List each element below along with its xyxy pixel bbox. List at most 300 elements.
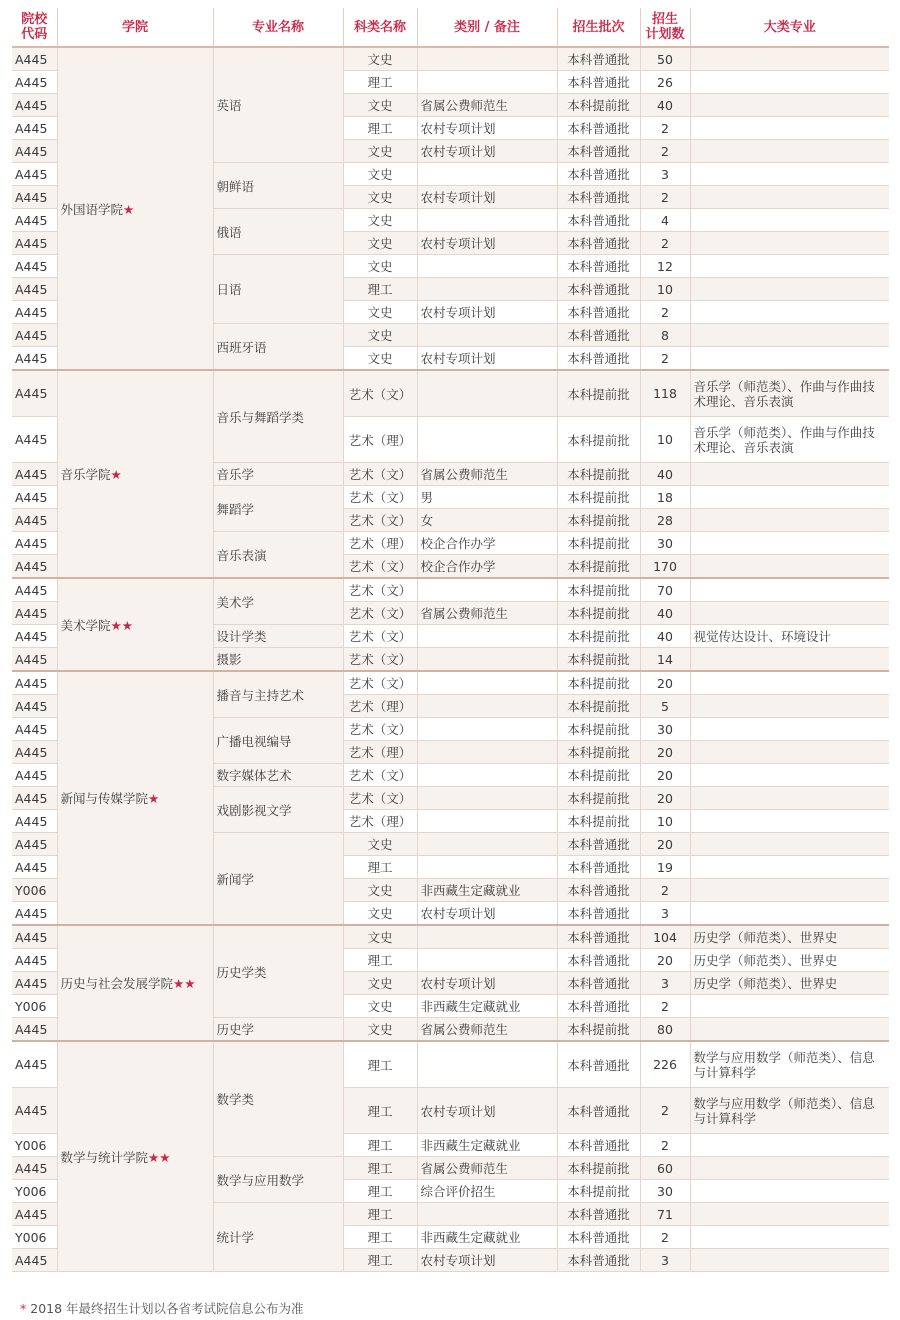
college-name: 新闻与传媒学院 [60,791,149,806]
footnote-text: 2018 年最终招生计划以各省考试院信息公布为准 [30,1301,304,1316]
note-cell: 省属公费师范生 [417,1157,557,1180]
batch-cell: 本科提前批 [557,764,640,787]
batch-cell: 本科提前批 [557,1018,640,1042]
category-major-cell [690,324,889,347]
subject-type-cell: 艺术（文） [343,486,417,509]
subject-type-cell: 理工 [343,1134,417,1157]
category-major-cell [690,648,889,672]
major-name-cell: 历史学 [213,1018,343,1042]
note-cell [417,925,557,949]
college-name: 外国语学院 [60,201,124,217]
major-name-cell: 美术学 [213,578,343,625]
batch-cell: 本科提前批 [557,578,640,602]
note-cell: 非西藏生定藏就业 [417,1226,557,1249]
header-note: 类别 / 备注 [417,8,557,47]
category-major-cell [690,232,889,255]
batch-cell: 本科普通批 [557,301,640,324]
school-code-cell: A445 [12,718,57,741]
school-code-cell: A445 [12,370,57,417]
batch-cell: 本科普通批 [557,324,640,347]
category-major-cell [690,278,889,301]
school-code-cell: A445 [12,1157,57,1180]
school-code-cell: A445 [12,117,57,140]
school-code-cell: A445 [12,278,57,301]
school-code-cell: A445 [12,902,57,926]
school-code-cell: A445 [12,463,57,486]
subject-type-cell: 文史 [343,879,417,902]
subject-type-cell: 艺术（文） [343,578,417,602]
subject-type-cell: 文史 [343,94,417,117]
plan-count-cell: 2 [640,879,690,902]
plan-count-cell: 2 [640,140,690,163]
header-batch: 招生批次 [557,8,640,47]
table-row [12,925,889,949]
school-code-cell: A445 [12,71,57,94]
major-name-cell: 俄语 [213,209,343,255]
category-major-cell [690,555,889,579]
subject-type-cell: 文史 [343,1018,417,1042]
college-name-cell [57,925,213,1041]
note-cell [417,370,557,417]
college-name-cell [57,370,213,578]
plan-count-cell: 30 [640,718,690,741]
category-major-cell [690,117,889,140]
header-major: 专业名称 [213,8,343,47]
note-cell [417,278,557,301]
plan-count-cell: 170 [640,555,690,579]
plan-count-cell: 18 [640,486,690,509]
subject-type-cell: 文史 [343,209,417,232]
major-name-cell: 广播电视编导 [213,718,343,764]
plan-count-cell: 3 [640,163,690,186]
footnote-mark: * [20,1301,27,1316]
school-code-cell: A445 [12,509,57,532]
major-name-cell: 西班牙语 [213,324,343,371]
table-row [12,1041,889,1088]
batch-cell: 本科提前批 [557,94,640,117]
note-cell [417,417,557,463]
batch-cell: 本科普通批 [557,1203,640,1226]
subject-type-cell: 艺术（文） [343,671,417,695]
batch-cell: 本科提前批 [557,1157,640,1180]
plan-count-cell: 40 [640,625,690,648]
school-code-cell: A445 [12,671,57,695]
category-major-cell [690,1180,889,1203]
school-code-cell: A445 [12,602,57,625]
plan-count-cell: 20 [640,764,690,787]
school-code-cell: A445 [12,764,57,787]
college-name: 数学与统计学院 [60,1149,149,1165]
category-major-cell [690,347,889,371]
category-major-cell [690,186,889,209]
batch-cell: 本科提前批 [557,695,640,718]
batch-cell: 本科普通批 [557,209,640,232]
subject-type-cell: 理工 [343,1249,417,1272]
subject-type-cell: 文史 [343,995,417,1018]
batch-cell: 本科提前批 [557,787,640,810]
school-code-cell: A445 [12,1203,57,1226]
plan-count-cell: 10 [640,417,690,463]
school-code-cell: A445 [12,555,57,579]
footnote [20,1299,304,1317]
table-header-row [12,8,889,47]
plan-count-cell: 5 [640,695,690,718]
plan-count-cell: 118 [640,370,690,417]
subject-type-cell: 艺术（理） [343,741,417,764]
category-major-cell [690,995,889,1018]
table-row [12,671,889,695]
batch-cell: 本科普通批 [557,186,640,209]
plan-count-cell: 226 [640,1041,690,1088]
category-major-cell: 历史学（师范类）、世界史 [690,949,889,972]
school-code-cell: A445 [12,232,57,255]
category-major-cell [690,1018,889,1042]
subject-type-cell: 艺术（文） [343,463,417,486]
subject-type-cell: 艺术（文） [343,764,417,787]
category-major-cell: 音乐学（师范类）、作曲与作曲技术理论、音乐表演 [690,417,889,463]
batch-cell: 本科提前批 [557,532,640,555]
plan-count-cell: 30 [640,532,690,555]
category-major-cell [690,879,889,902]
college-star-rating: ★★ [148,1149,171,1165]
plan-count-cell: 70 [640,578,690,602]
category-major-cell [690,532,889,555]
category-major-cell [690,463,889,486]
note-cell [417,810,557,833]
major-name-cell: 英语 [213,47,343,163]
subject-type-cell: 文史 [343,324,417,347]
category-major-cell [690,787,889,810]
plan-count-cell: 30 [640,1180,690,1203]
plan-count-cell: 40 [640,94,690,117]
subject-type-cell: 文史 [343,163,417,186]
subject-type-cell: 艺术（文） [343,370,417,417]
subject-type-cell: 文史 [343,232,417,255]
note-cell [417,764,557,787]
note-cell [417,578,557,602]
note-cell [417,71,557,94]
batch-cell: 本科普通批 [557,879,640,902]
plan-count-cell: 10 [640,278,690,301]
category-major-cell [690,578,889,602]
subject-type-cell: 艺术（文） [343,625,417,648]
note-cell [417,671,557,695]
subject-type-cell: 艺术（理） [343,417,417,463]
batch-cell: 本科提前批 [557,486,640,509]
subject-type-cell: 文史 [343,186,417,209]
plan-count-cell: 2 [640,995,690,1018]
admission-plan-sheet [12,8,889,1316]
school-code-cell: A445 [12,833,57,856]
batch-cell: 本科提前批 [557,741,640,764]
note-cell: 非西藏生定藏就业 [417,879,557,902]
batch-cell: 本科提前批 [557,463,640,486]
batch-cell: 本科普通批 [557,278,640,301]
subject-type-cell: 艺术（文） [343,602,417,625]
plan-count-cell: 26 [640,71,690,94]
school-code-cell: A445 [12,324,57,347]
school-code-cell: A445 [12,1249,57,1272]
note-cell [417,833,557,856]
note-cell: 综合评价招生 [417,1180,557,1203]
category-major-cell: 数学与应用数学（师范类）、信息与计算科学 [690,1088,889,1134]
plan-count-cell: 50 [640,47,690,71]
batch-cell: 本科提前批 [557,370,640,417]
note-cell [417,1041,557,1088]
batch-cell: 本科普通批 [557,949,640,972]
college-star-rating: ★ [123,201,135,217]
note-cell: 非西藏生定藏就业 [417,995,557,1018]
plan-count-cell: 2 [640,232,690,255]
note-cell: 农村专项计划 [417,1249,557,1272]
plan-count-cell: 20 [640,949,690,972]
category-major-cell [690,255,889,278]
batch-cell: 本科提前批 [557,555,640,579]
category-major-cell [690,301,889,324]
batch-cell: 本科普通批 [557,140,640,163]
subject-type-cell: 艺术（理） [343,532,417,555]
batch-cell: 本科普通批 [557,1088,640,1134]
major-name-cell: 数学与应用数学 [213,1157,343,1203]
school-code-cell: A445 [12,578,57,602]
category-major-cell [690,1134,889,1157]
major-name-cell: 朝鲜语 [213,163,343,209]
note-cell: 农村专项计划 [417,140,557,163]
batch-cell: 本科普通批 [557,995,640,1018]
category-major-cell [690,810,889,833]
school-code-cell: A445 [12,695,57,718]
note-cell: 省属公费师范生 [417,94,557,117]
major-name-cell: 播音与主持艺术 [213,671,343,718]
plan-count-cell: 8 [640,324,690,347]
batch-cell: 本科普通批 [557,856,640,879]
subject-type-cell: 理工 [343,1041,417,1088]
note-cell: 农村专项计划 [417,972,557,995]
batch-cell: 本科普通批 [557,902,640,926]
subject-type-cell: 艺术（文） [343,787,417,810]
subject-type-cell: 艺术（文） [343,648,417,672]
batch-cell: 本科提前批 [557,602,640,625]
category-major-cell [690,856,889,879]
note-cell: 男 [417,486,557,509]
plan-count-cell: 2 [640,186,690,209]
category-major-cell [690,1203,889,1226]
subject-type-cell: 理工 [343,117,417,140]
batch-cell: 本科普通批 [557,232,640,255]
category-major-cell [690,163,889,186]
note-cell [417,1203,557,1226]
note-cell [417,949,557,972]
batch-cell: 本科普通批 [557,71,640,94]
batch-cell: 本科提前批 [557,625,640,648]
plan-count-cell: 3 [640,1249,690,1272]
school-code-cell: A445 [12,625,57,648]
plan-count-cell: 4 [640,209,690,232]
plan-count-cell: 40 [640,602,690,625]
school-code-cell: A445 [12,1041,57,1088]
category-major-cell [690,741,889,764]
subject-type-cell: 理工 [343,278,417,301]
batch-cell: 本科普通批 [557,925,640,949]
subject-type-cell: 理工 [343,71,417,94]
note-cell: 农村专项计划 [417,347,557,371]
note-cell: 女 [417,509,557,532]
plan-count-cell: 20 [640,741,690,764]
category-major-cell: 视觉传达设计、环境设计 [690,625,889,648]
plan-count-cell: 2 [640,301,690,324]
major-name-cell: 历史学类 [213,925,343,1018]
note-cell [417,47,557,71]
note-cell [417,741,557,764]
header-plan: 招生 计划数 [640,8,690,47]
batch-cell: 本科普通批 [557,347,640,371]
subject-type-cell: 文史 [343,972,417,995]
plan-count-cell: 60 [640,1157,690,1180]
major-name-cell: 戏剧影视文学 [213,787,343,833]
school-code-cell: A445 [12,486,57,509]
note-cell: 农村专项计划 [417,902,557,926]
school-code-cell: A445 [12,949,57,972]
category-major-cell [690,140,889,163]
school-code-cell: Y006 [12,1134,57,1157]
subject-type-cell: 理工 [343,1203,417,1226]
note-cell: 农村专项计划 [417,186,557,209]
category-major-cell: 音乐学（师范类）、作曲与作曲技术理论、音乐表演 [690,370,889,417]
plan-count-cell: 19 [640,856,690,879]
school-code-cell: A445 [12,648,57,672]
category-major-cell [690,1157,889,1180]
category-major-cell [690,486,889,509]
note-cell: 非西藏生定藏就业 [417,1134,557,1157]
batch-cell: 本科提前批 [557,648,640,672]
category-major-cell [690,602,889,625]
plan-count-cell: 3 [640,902,690,926]
note-cell: 农村专项计划 [417,117,557,140]
major-name-cell: 音乐学 [213,463,343,486]
header-college: 学院 [57,8,213,47]
batch-cell: 本科提前批 [557,417,640,463]
school-code-cell: A445 [12,1088,57,1134]
category-major-cell [690,833,889,856]
batch-cell: 本科普通批 [557,255,640,278]
subject-type-cell: 文史 [343,347,417,371]
category-major-cell [690,902,889,926]
note-cell: 校企合作办学 [417,555,557,579]
school-code-cell: Y006 [12,1180,57,1203]
college-star-rating: ★ [148,791,160,806]
note-cell: 省属公费师范生 [417,1018,557,1042]
category-major-cell [690,94,889,117]
school-code-cell: Y006 [12,879,57,902]
category-major-cell [690,764,889,787]
subject-type-cell: 艺术（文） [343,555,417,579]
plan-count-cell: 2 [640,1088,690,1134]
table-row [12,578,889,602]
plan-count-cell: 80 [640,1018,690,1042]
school-code-cell: A445 [12,163,57,186]
major-name-cell: 舞蹈学 [213,486,343,532]
note-cell [417,324,557,347]
category-major-cell [690,695,889,718]
school-code-cell: A445 [12,186,57,209]
college-star-rating: ★★ [110,617,133,633]
subject-type-cell: 理工 [343,1088,417,1134]
college-name-cell [57,578,213,671]
subject-type-cell: 理工 [343,1180,417,1203]
note-cell [417,255,557,278]
college-name-cell [57,1041,213,1272]
subject-type-cell: 理工 [343,1157,417,1180]
subject-type-cell: 文史 [343,301,417,324]
note-cell: 农村专项计划 [417,301,557,324]
note-cell: 农村专项计划 [417,1088,557,1134]
category-major-cell: 历史学（师范类）、世界史 [690,972,889,995]
note-cell: 校企合作办学 [417,532,557,555]
plan-count-cell: 40 [640,463,690,486]
school-code-cell: A445 [12,301,57,324]
major-name-cell: 日语 [213,255,343,324]
plan-count-cell: 28 [640,509,690,532]
subject-type-cell: 文史 [343,925,417,949]
batch-cell: 本科提前批 [557,1180,640,1203]
note-cell [417,695,557,718]
subject-type-cell: 文史 [343,902,417,926]
plan-count-cell: 3 [640,972,690,995]
subject-type-cell: 理工 [343,856,417,879]
note-cell: 省属公费师范生 [417,602,557,625]
school-code-cell: A445 [12,856,57,879]
subject-type-cell: 艺术（文） [343,509,417,532]
category-major-cell [690,1249,889,1272]
school-code-cell: A445 [12,140,57,163]
plan-count-cell: 12 [640,255,690,278]
note-cell [417,718,557,741]
category-major-cell [690,47,889,71]
batch-cell: 本科提前批 [557,810,640,833]
category-major-cell [690,718,889,741]
batch-cell: 本科普通批 [557,833,640,856]
major-name-cell: 新闻学 [213,833,343,926]
note-cell [417,856,557,879]
plan-count-cell: 104 [640,925,690,949]
batch-cell: 本科提前批 [557,718,640,741]
note-cell: 农村专项计划 [417,232,557,255]
header-subject: 科类名称 [343,8,417,47]
subject-type-cell: 文史 [343,833,417,856]
major-name-cell: 统计学 [213,1203,343,1272]
batch-cell: 本科普通批 [557,1134,640,1157]
subject-type-cell: 艺术（理） [343,695,417,718]
school-code-cell: A445 [12,347,57,371]
college-name: 历史与社会发展学院 [60,976,174,991]
note-cell: 省属公费师范生 [417,463,557,486]
header-category: 大类专业 [690,8,889,47]
plan-count-cell: 71 [640,1203,690,1226]
school-code-cell: A445 [12,255,57,278]
plan-count-cell: 20 [640,671,690,695]
note-cell [417,163,557,186]
table-row [12,47,889,71]
plan-count-cell: 2 [640,117,690,140]
category-major-cell [690,209,889,232]
major-name-cell: 音乐表演 [213,532,343,579]
batch-cell: 本科提前批 [557,509,640,532]
header-code: 院校 代码 [12,8,57,47]
note-cell [417,787,557,810]
school-code-cell: A445 [12,925,57,949]
category-major-cell [690,509,889,532]
plan-count-cell: 10 [640,810,690,833]
